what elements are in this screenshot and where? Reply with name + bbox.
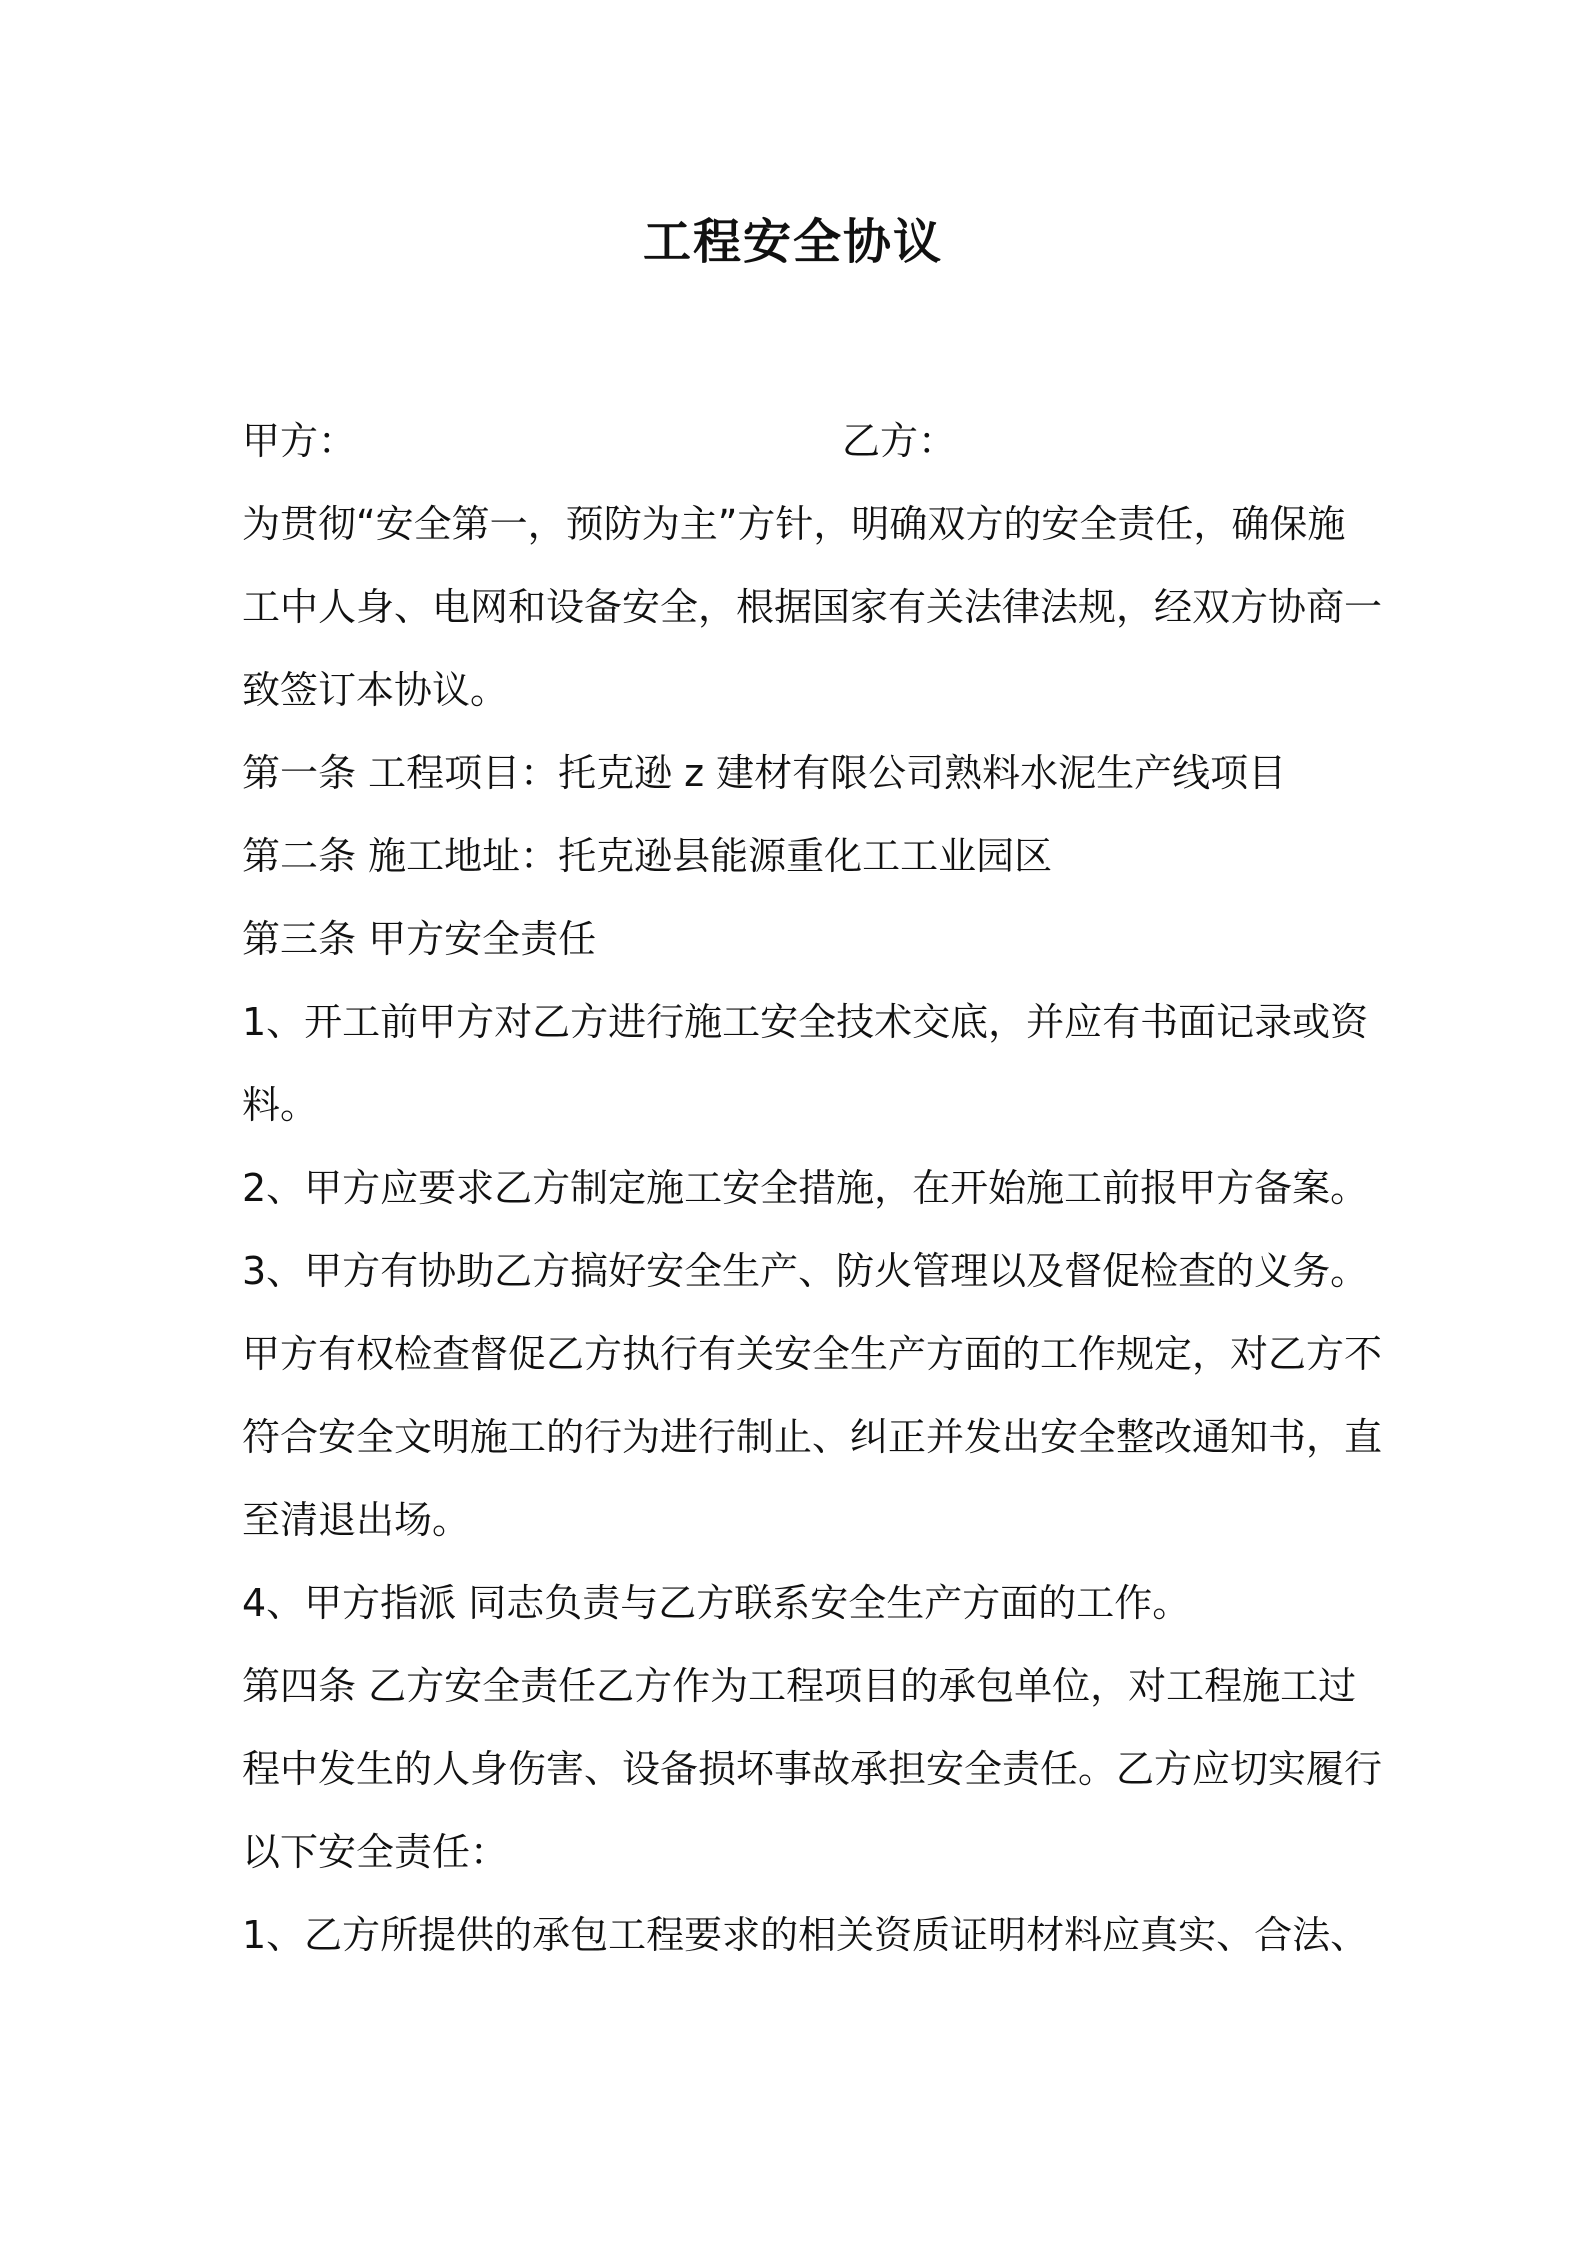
paragraph-line: 料。 (242, 1083, 319, 1127)
paragraph-line: 以下安全责任： (242, 1830, 509, 1874)
paragraph-line: 1、开工前甲方对乙方进行施工安全技术交底，并应有书面记录或资 (242, 1000, 1369, 1044)
clause-1-line: 第一条 工程项目：托克逊 z 建材有限公司熟料水泥生产线项目 (242, 751, 1287, 795)
clause-4-line: 第四条 乙方安全责任乙方作为工程项目的承包单位，对工程施工过 (242, 1664, 1357, 1708)
clause-3-heading: 第三条 甲方安全责任 (242, 917, 597, 961)
document-body (242, 400, 1383, 1977)
paragraph-line: 为贯彻“安全第一，预防为主”方针，明确双方的安全责任，确保施 (242, 502, 1346, 546)
party-a-label: 甲方： (242, 419, 357, 463)
document-title: 工程安全协议 (642, 214, 943, 270)
paragraph-line: 工中人身、电网和设备安全，根据国家有关法律法规，经双方协商一 (242, 585, 1383, 629)
party-row (242, 400, 1362, 483)
paragraph-line: 符合安全文明施工的行为进行制止、纠正并发出安全整改通知书，直 (242, 1415, 1383, 1459)
party-b-label: 乙方： (842, 419, 957, 463)
clause-2-line: 第二条 施工地址：托克逊县能源重化工工业园区 (242, 834, 1053, 878)
paragraph-line: 2、甲方应要求乙方制定施工安全措施，在开始施工前报甲方备案。 (242, 1166, 1369, 1210)
paragraph-line: 甲方有权检查督促乙方执行有关安全生产方面的工作规定，对乙方不 (242, 1332, 1383, 1376)
paragraph-line: 3、甲方有协助乙方搞好安全生产、防火管理以及督促检查的义务。 (242, 1249, 1369, 1293)
paragraph-line: 1、乙方所提供的承包工程要求的相关资质证明材料应真实、合法、 (242, 1913, 1369, 1957)
paragraph-line: 致签订本协议。 (242, 668, 509, 712)
paragraph-line: 至清退出场。 (242, 1498, 471, 1542)
paragraph-line: 程中发生的人身伤害、设备损坏事故承担安全责任。乙方应切实履行 (242, 1747, 1383, 1791)
paragraph-line: 4、甲方指派 同志负责与乙方联系安全生产方面的工作。 (242, 1581, 1191, 1625)
